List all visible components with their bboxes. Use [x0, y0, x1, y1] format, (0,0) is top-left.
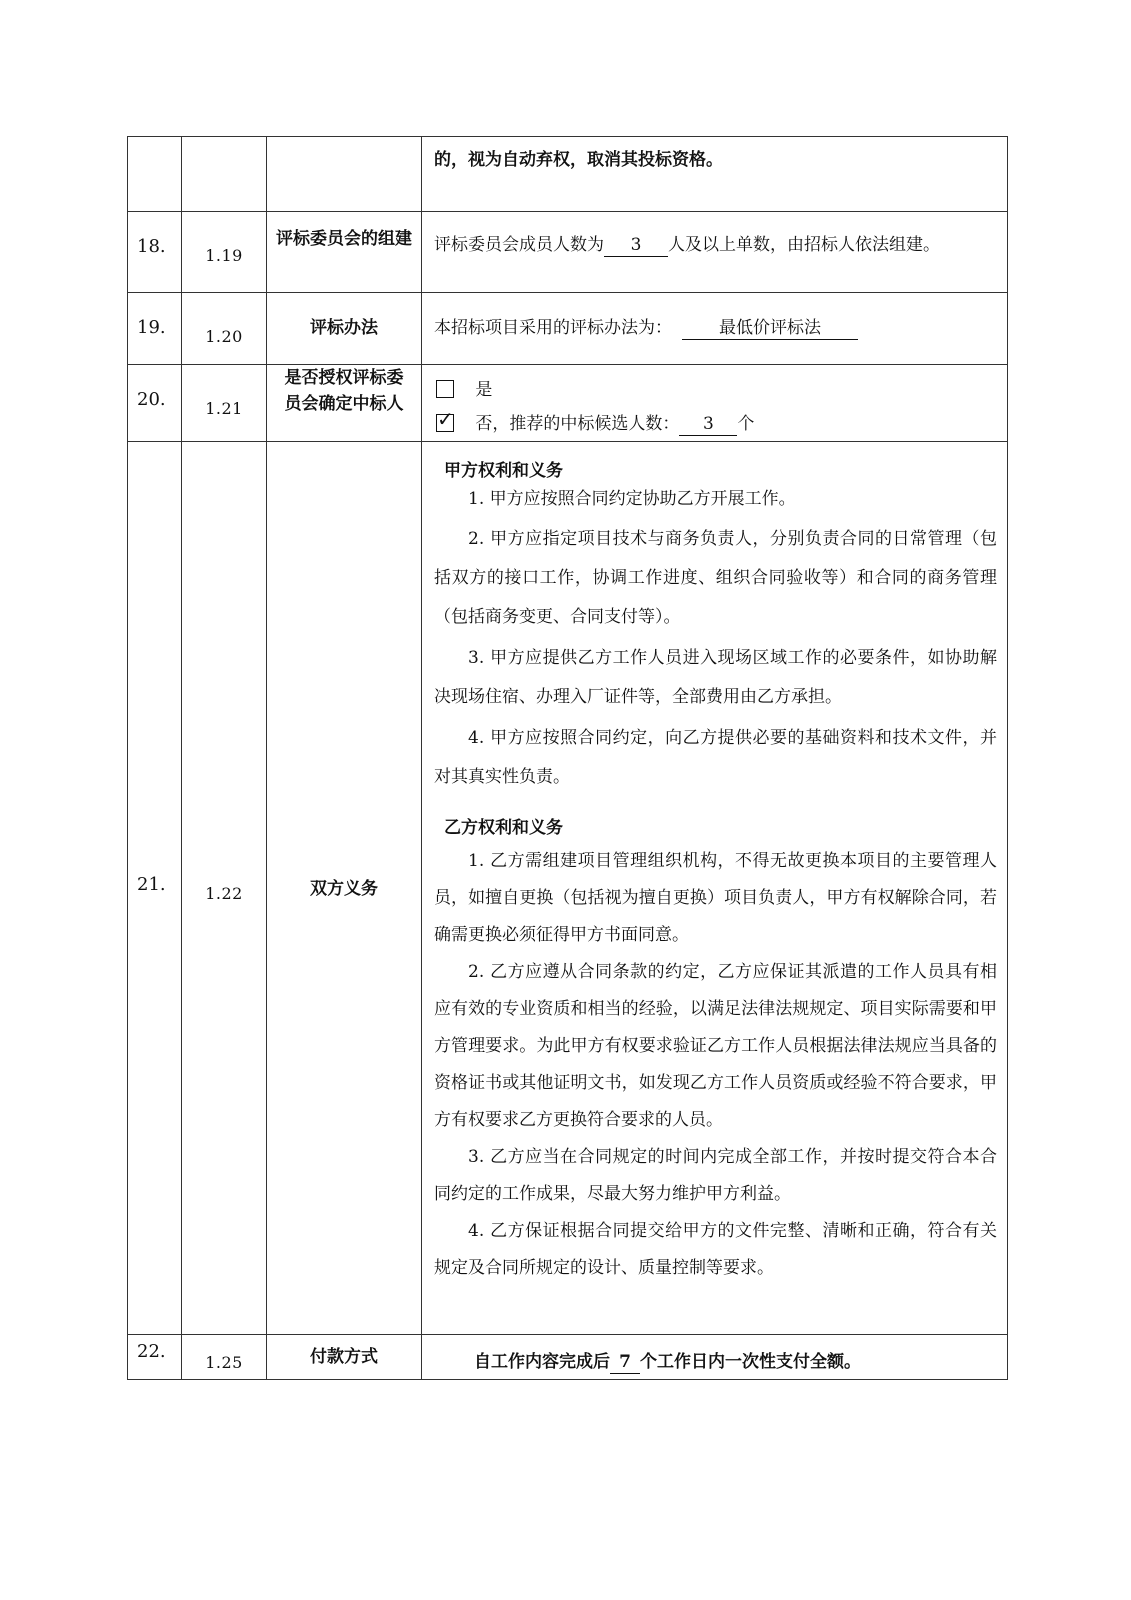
- committee-size-text: [434, 232, 997, 258]
- party-a-item: 2. 甲方应指定项目技术与商务负责人，分别负责合同的日常管理（包括双方的接口工作，协调工作进度、组织合同验收等）和合同的商务管理（包括商务变更、合同支付等）。: [434, 529, 997, 627]
- content-cell: [422, 293, 1007, 364]
- candidate-count-value: 3: [679, 413, 737, 436]
- row-number: 22.: [137, 1341, 166, 1362]
- party-b-title: 乙方权利和义务: [444, 818, 563, 838]
- text-after: 人及以上单数，由招标人依法组建。: [668, 235, 940, 255]
- label-cell: [267, 137, 422, 211]
- row-number: 19.: [137, 317, 166, 338]
- section-cell: [182, 212, 267, 292]
- label-cell: [267, 293, 422, 364]
- check-icon: ✓: [437, 407, 454, 431]
- payment-days-value: 7: [610, 1351, 640, 1374]
- table-row: [128, 211, 1007, 292]
- row-number: 21.: [137, 874, 166, 895]
- row-label: 评标办法: [310, 318, 378, 338]
- party-b-item: 3. 乙方应当在合同规定的时间内完成全部工作，并按时提交符合本合同约定的工作成果，尽最大努力维护甲方利益。: [434, 1147, 997, 1204]
- table-row: [128, 441, 1007, 1334]
- row-label: 评标委员会的组建: [276, 229, 412, 249]
- option-yes-label: 是: [475, 380, 493, 400]
- committee-size-value: 3: [604, 234, 668, 257]
- evaluation-method-text: [434, 315, 997, 341]
- checkbox-unchecked-icon[interactable]: [436, 380, 454, 398]
- option-yes[interactable]: [436, 375, 492, 400]
- label-cell: [267, 365, 422, 441]
- content-cell: [422, 137, 1007, 211]
- table-row: [128, 1334, 1007, 1379]
- obligations-content: [434, 458, 997, 1287]
- text-before: 本招标项目采用的评标办法为：: [434, 318, 672, 338]
- section-cell: [182, 293, 267, 364]
- party-b-item: 2. 乙方应遵从合同条款的约定，乙方应保证其派遣的工作人员具有相应有效的专业资质和相当的经验，以满足法律法规规定、项目实际需要和甲方管理要求。为此甲方有权要求验证乙方工作人员根据法律法规应当具备的资格证书或其他证明文书，如发现乙方工作人员资质或经验不符合要求，甲方有权要求乙方更换符合要求的人员。: [434, 962, 997, 1130]
- row-number: 18.: [137, 236, 166, 257]
- document-table: [127, 136, 1008, 1380]
- party-b-item: 4. 乙方保证根据合同提交给甲方的文件完整、清晰和正确，符合有关规定及合同所规定的设计、质量控制等要求。: [434, 1221, 997, 1278]
- section-cell: [182, 1335, 267, 1379]
- party-a-item: 3. 甲方应提供乙方工作人员进入现场区域工作的必要条件，如协助解决现场住宿、办理入厂证件等，全部费用由乙方承担。: [434, 648, 997, 707]
- index-cell: [128, 293, 182, 364]
- option-no-label: 否，推荐的中标候选人数：: [475, 414, 680, 434]
- table-row: [128, 137, 1007, 211]
- party-a-item: 1. 甲方应按照合同约定协助乙方开展工作。: [468, 489, 796, 509]
- continuation-text: 的，视为自动弃权，取消其投标资格。: [434, 150, 723, 170]
- content-cell: [422, 212, 1007, 292]
- party-b-item: 1. 乙方需组建项目管理组织机构，不得无故更换本项目的主要管理人员，如擅自更换（包括视为擅自更换）项目负责人，甲方有权解除合同，若确需更换必须征得甲方书面同意。: [434, 851, 997, 945]
- index-cell: [128, 365, 182, 441]
- index-cell: [128, 1335, 182, 1379]
- content-cell: [422, 365, 1007, 441]
- section-number: 1.25: [205, 1353, 243, 1372]
- evaluation-method-value: 最低价评标法: [682, 317, 858, 340]
- section-number: 1.20: [205, 327, 243, 346]
- label-cell: [267, 442, 422, 1334]
- content-cell: [422, 1335, 1007, 1379]
- row-label: 是否授权评标委员会确定中标人: [284, 368, 404, 414]
- text-before: 评标委员会成员人数为: [434, 235, 604, 255]
- candidate-count-unit: 个: [737, 414, 755, 434]
- index-cell: [128, 442, 182, 1334]
- section-cell: [182, 365, 267, 441]
- section-cell: [182, 137, 267, 211]
- party-a-item: 4. 甲方应按照合同约定，向乙方提供必要的基础资料和技术文件，并对其真实性负责。: [434, 728, 997, 787]
- index-cell: [128, 137, 182, 211]
- row-label: 付款方式: [310, 1347, 378, 1367]
- index-cell: [128, 212, 182, 292]
- content-cell: [422, 442, 1007, 1334]
- text-after: 个工作日内一次性支付全额。: [640, 1352, 861, 1372]
- option-no[interactable]: [436, 409, 754, 436]
- text-before: 自工作内容完成后: [474, 1352, 610, 1372]
- section-number: 1.19: [205, 246, 243, 265]
- party-a-title: 甲方权利和义务: [444, 461, 563, 481]
- label-cell: [267, 1335, 422, 1379]
- section-cell: [182, 442, 267, 1334]
- payment-method-text: [474, 1349, 997, 1375]
- table-row: [128, 364, 1007, 441]
- section-number: 1.22: [205, 884, 243, 903]
- section-number: 1.21: [205, 399, 243, 418]
- table-row: [128, 292, 1007, 364]
- checkbox-checked-icon[interactable]: [436, 407, 454, 432]
- row-label: 双方义务: [310, 879, 378, 899]
- row-number: 20.: [137, 389, 166, 410]
- label-cell: [267, 212, 422, 292]
